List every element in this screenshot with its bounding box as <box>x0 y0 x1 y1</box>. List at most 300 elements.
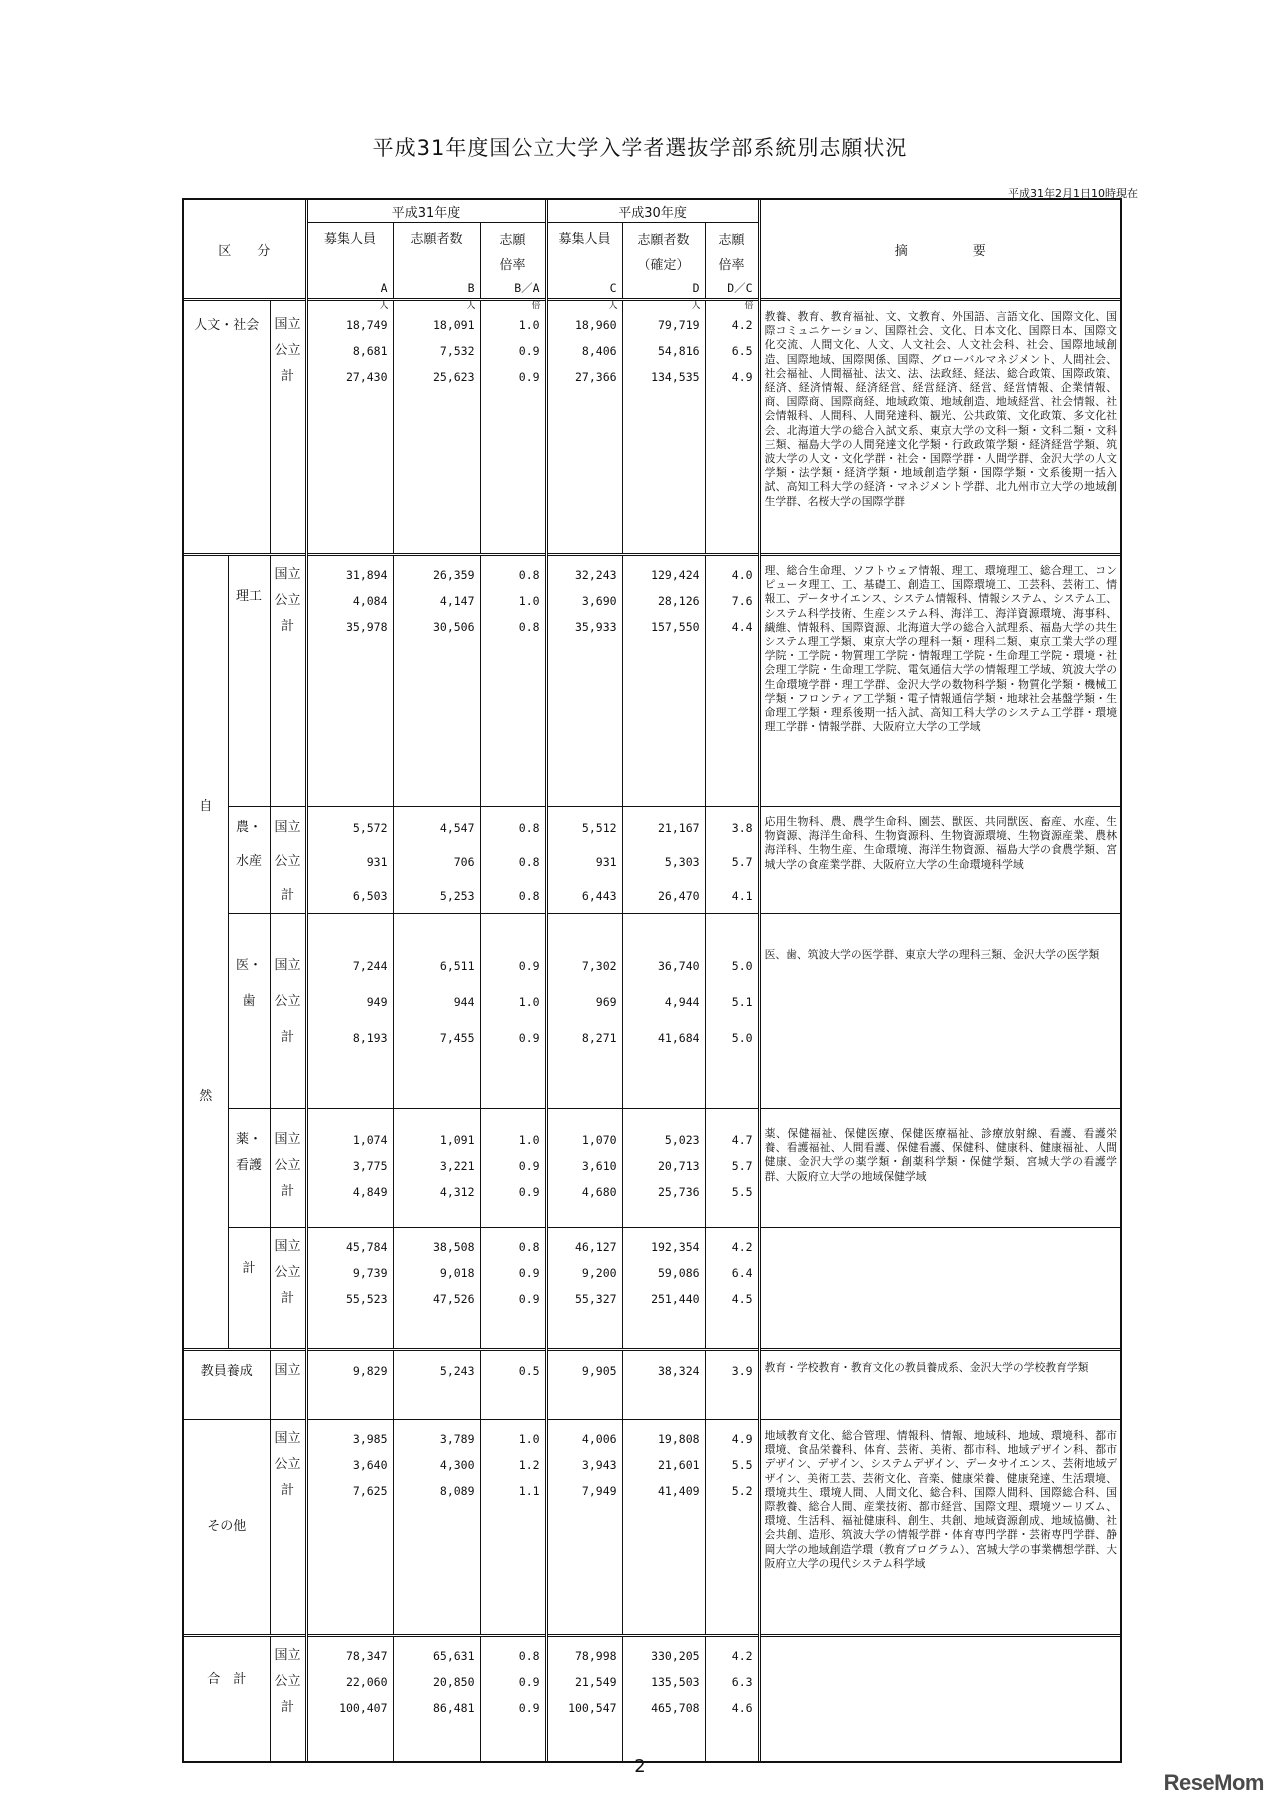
group-name: 理工 <box>228 555 270 807</box>
cell-a: 7,244 <box>352 959 388 973</box>
col-c <box>546 300 622 555</box>
cell-c: 7,302 <box>581 959 617 973</box>
kubun-header: 区 分 <box>184 200 306 300</box>
cell-dc: 5.0 <box>731 959 753 973</box>
h30-header: 平成30年度 <box>546 200 759 223</box>
cell-c: 6,443 <box>581 889 617 903</box>
cell-c: 931 <box>595 855 617 869</box>
col-ba <box>480 1420 546 1636</box>
cell-d: 25,736 <box>658 1185 700 1199</box>
cell-c: 5,512 <box>581 821 617 835</box>
summary-text: 教養、教育、教育福祉、文、文教育、外国語、言語文化、国際文化、国際コミュニケーション、国際社会、文化、日本文化、国際日本、国際文化交流、人間文化、人文、人文社会、人文社会科、社会、国際地域創造、国際地域、国際関係、国際、グローバルマネジメント、人間社会、社会福祉、人間福祉、法文、法、法政経、経法、総合政策、国際政策、経済、経済情報、経済経営、経営経済、経営、経営情報、企業情報、商、国際商、国際商経、地域政策、地域創造、地域経営、社会情報、社会情報科、人間科、人間発達科、観光、公共政策、文化政策、多文化社会、北海道大学の総合入試文系、東京大学の文科一類・文科二類・文科三類、福島大学の人間発達文化学類・行政政策学類・経済経営学類、筑波大学の人文・文化学群・社会・国際学群・人間学群、金沢大学の人文学類・法学類・経済学類・地域創造学類・国際学類・文系後期一括入試、高知工科大学の経済・マネジメント学群、北九州市立大学の地域創生学群、名桜大学の国際学群 <box>759 300 1120 555</box>
type-labels <box>270 555 306 807</box>
type-labels <box>270 1636 306 1762</box>
cell-a: 931 <box>366 855 388 869</box>
cell-dc: 4.2 <box>731 1649 753 1663</box>
cell-d: 330,205 <box>651 1649 700 1663</box>
col-b <box>393 555 480 807</box>
cell-c: 35,933 <box>575 620 617 634</box>
cell-dc: 5.2 <box>731 1484 753 1498</box>
col-dc <box>705 1350 759 1420</box>
cell-ba: 0.9 <box>518 1159 540 1173</box>
cell-c: 7,949 <box>581 1484 617 1498</box>
ratio-label-1-30: 志願 <box>718 233 745 248</box>
type-kokuritsu: 国立 <box>274 1648 301 1663</box>
cell-b: 30,506 <box>432 620 475 634</box>
group-nou <box>184 807 1120 914</box>
cell-c: 55,327 <box>575 1292 617 1306</box>
cell-d: 157,550 <box>651 620 700 634</box>
cell-dc: 3.9 <box>731 1364 753 1378</box>
cell-c: 4,006 <box>581 1432 617 1446</box>
cell-c: 969 <box>595 995 617 1009</box>
cell-b: 26,359 <box>432 568 475 582</box>
cell-ba: 0.9 <box>518 1266 540 1280</box>
cell-a: 7,625 <box>352 1484 388 1498</box>
col-b <box>393 1350 480 1420</box>
cell-ba: 0.5 <box>518 1364 540 1378</box>
cell-ba: 0.9 <box>518 370 540 384</box>
cell-ba: 0.8 <box>518 855 540 869</box>
type-kokuritsu: 国立 <box>274 1132 301 1147</box>
cell-a: 45,784 <box>345 1240 388 1254</box>
cell-ba: 1.0 <box>518 1432 540 1446</box>
resemom-logo: ReseMom <box>1163 1770 1264 1795</box>
applicants-header-31: 志願者数 <box>393 223 480 279</box>
col-ba <box>480 555 546 807</box>
cell-a: 55,523 <box>345 1292 388 1306</box>
group-name <box>228 807 270 914</box>
cell-ba: 1.1 <box>518 1484 540 1498</box>
type-kouritsu: 公立 <box>274 854 301 869</box>
cell-d: 5,023 <box>664 1133 700 1147</box>
type-kei: 計 <box>281 1483 295 1498</box>
kakutei-label: （確定） <box>637 258 690 273</box>
col-a <box>306 300 393 555</box>
col-b-label: B <box>393 278 480 300</box>
cell-a: 18,749 <box>345 318 388 332</box>
type-labels <box>270 914 306 1109</box>
col-dc-label: D／C <box>705 278 759 300</box>
col-ba-label: B／A <box>480 278 546 300</box>
group-name-line2: 水産 <box>235 854 262 869</box>
summary-text: 地域教育文化、総合管理、情報科、情報、地域科、地域、環境科、都市環境、食品栄養科、体育、芸術、美術、都市科、地域デザイン科、都市デザイン、デザイン、システムデザイン、データサイエンス、芸術地域デザイン、美術工芸、芸術文化、音楽、健康栄養、健康発達、生活環境、環境共生、環境人間、人間文化、総合科、国際人間科、国際総合科、国際教養、総合人間、産業技術、都市経営、国際文理、環境ツーリズム、環境、生活科、福祉健康科、創生、共創、地域資源創成、地域協働、社会共創、造形、筑波大学の情報学群・体育専門学群・芸術専門学群、静岡大学の地域創造学環（教育プログラム）、宮城大学の事業構想学群、大阪府立大学の現代システム科学域 <box>759 1420 1120 1636</box>
cell-dc: 4.9 <box>731 370 753 384</box>
cell-b: 18,091 <box>432 318 475 332</box>
header-row-top <box>184 200 1120 223</box>
col-c <box>546 1109 622 1228</box>
cell-d: 38,324 <box>658 1364 700 1378</box>
type-kei: 計 <box>281 369 295 384</box>
cell-b: 9,018 <box>439 1266 475 1280</box>
group-kyouin <box>184 1350 1120 1420</box>
cell-a: 3,775 <box>352 1159 388 1173</box>
cell-d: 135,503 <box>651 1675 700 1689</box>
cell-dc: 6.4 <box>731 1266 753 1280</box>
cell-a: 6,503 <box>352 889 388 903</box>
cell-ba: 1.0 <box>518 594 540 608</box>
cell-ba: 0.8 <box>518 568 540 582</box>
cell-b: 5,243 <box>439 1364 475 1378</box>
summary-text: 理、総合生命理、ソフトウェア情報、理工、環境理工、総合理工、コンピュータ理工、工、基礎工、創造工、国際環境工、工芸科、芸術工、情報工、データサイエンス、システム情報科、情報システム、システム工、システム科学技術、生産システム科、海洋工、海洋資源環境、海事科、繊維、情報科、国際資源、北海道大学の総合入試理系、福島大学の共生システム理工学類、東京大学の理科一類・理科二類、東京工業大学の理学院・工学院・物質理工学院・情報理工学院・生命理工学院・環境・社会理工学院・生命理工学院、電気通信大学の情報理工学域、筑波大学の生命環境学群・理工学群、金沢大学の数物科学類・物質化学類・機械工学類・フロンティア工学類・電子情報通信学類・地球社会基盤学類・生命理工学類・理系後期一括入試、高知工科大学のシステム工学群・環境理工学群・情報学群、大阪府立大学の工学域 <box>759 555 1120 807</box>
cell-b: 4,147 <box>439 594 475 608</box>
as-of-date: 平成31年2月1日10時現在 <box>1008 187 1138 200</box>
cell-ba: 0.8 <box>518 1240 540 1254</box>
type-kei: 計 <box>281 1700 295 1715</box>
cell-b: 5,253 <box>439 889 475 903</box>
col-b <box>393 1636 480 1762</box>
type-kokuritsu: 国立 <box>274 820 301 835</box>
cell-b: 3,789 <box>439 1432 475 1446</box>
cell-a: 8,193 <box>352 1031 388 1045</box>
cell-ba: 0.8 <box>518 889 540 903</box>
cell-ba: 0.8 <box>518 821 540 835</box>
cell-b: 8,089 <box>439 1484 475 1498</box>
applicants-header-30 <box>622 223 705 279</box>
type-kouritsu: 公立 <box>274 343 301 358</box>
summary-text <box>759 1228 1120 1350</box>
cell-b: 4,547 <box>439 821 475 835</box>
cell-b: 706 <box>453 855 475 869</box>
col-a <box>306 1228 393 1350</box>
col-a <box>306 914 393 1109</box>
cell-b: 47,526 <box>432 1292 475 1306</box>
group-name: 合 計 <box>207 1672 247 1687</box>
page-title: 平成31年度国公立大学入学者選抜学部系統別志願状況 <box>372 136 908 160</box>
col-c <box>546 1420 622 1636</box>
group-rikou <box>184 555 1120 807</box>
group-name <box>228 1109 270 1228</box>
recruit-header-31: 募集人員 <box>306 223 393 279</box>
cell-ba: 1.0 <box>518 1133 540 1147</box>
cell-a: 35,978 <box>345 620 388 634</box>
cell-ba: 0.8 <box>518 1649 540 1663</box>
type-kokuritsu: 国立 <box>274 1239 301 1254</box>
col-b <box>393 300 480 555</box>
cell-a: 4,849 <box>352 1185 388 1199</box>
shizen-label <box>184 555 228 1350</box>
col-d <box>622 1350 705 1420</box>
cell-a: 9,829 <box>352 1364 388 1378</box>
applicants-label-30: 志願者数 <box>637 233 690 248</box>
cell-b: 38,508 <box>432 1240 475 1254</box>
cell-c: 9,905 <box>581 1364 617 1378</box>
cell-d: 134,535 <box>651 370 700 384</box>
cell-dc: 5.5 <box>731 1185 753 1199</box>
unit-times: 倍 <box>744 301 754 311</box>
group-name: 計 <box>228 1228 270 1350</box>
col-c <box>546 1350 622 1420</box>
group-name-line1: 農・ <box>235 820 262 835</box>
cell-a: 4,084 <box>352 594 388 608</box>
cell-d: 41,684 <box>658 1031 700 1045</box>
cell-dc: 5.0 <box>731 1031 753 1045</box>
cell-d: 192,354 <box>651 1240 700 1254</box>
group-name <box>228 914 270 1109</box>
summary-text: 教育・学校教育・教育文化の教員養成系、金沢大学の学校教育学類 <box>759 1350 1120 1420</box>
cell-d: 26,470 <box>658 889 700 903</box>
cell-d: 59,086 <box>658 1266 700 1280</box>
cell-dc: 4.5 <box>731 1292 753 1306</box>
group-name: 人文・社会 <box>194 318 260 333</box>
type-labels <box>270 807 306 914</box>
col-dc <box>705 807 759 914</box>
unit-person: 人 <box>379 301 389 311</box>
col-b <box>393 1420 480 1636</box>
cell-dc: 4.4 <box>731 620 753 634</box>
col-d <box>622 914 705 1109</box>
col-dc <box>705 300 759 555</box>
col-ba <box>480 1228 546 1350</box>
cell-b: 6,511 <box>439 959 475 973</box>
col-ba <box>480 914 546 1109</box>
cell-a: 949 <box>366 995 388 1009</box>
cell-b: 3,221 <box>439 1159 475 1173</box>
cell-c: 9,200 <box>581 1266 617 1280</box>
col-a <box>306 1420 393 1636</box>
col-d <box>622 555 705 807</box>
cell-d: 79,719 <box>658 318 700 332</box>
type-kokuritsu: 国立 <box>274 1431 301 1446</box>
cell-d: 129,424 <box>651 568 700 582</box>
cell-a: 27,430 <box>345 370 388 384</box>
cell-a: 78,347 <box>345 1649 388 1663</box>
group-yaku <box>184 1109 1120 1228</box>
cell-ba: 1.2 <box>518 1458 540 1472</box>
col-c <box>546 914 622 1109</box>
type-kei: 計 <box>281 1030 295 1045</box>
cell-a: 31,894 <box>345 568 388 582</box>
cell-dc: 5.7 <box>731 855 753 869</box>
summary-text: 薬、保健福祉、保健医療、保健医療福祉、診療放射線、看護、看護栄養、看護福祉、人間看護、保健看護、保健科、健康科、健康福祉、人間健康、金沢大学の薬学類・創薬科学類・保健学類、宮城大学の看護学群、大阪府立大学の地域保健学域 <box>759 1109 1120 1228</box>
col-dc <box>705 1420 759 1636</box>
cell-b: 65,631 <box>432 1649 475 1663</box>
type-kokuritsu: 国立 <box>274 958 301 973</box>
group-name-line1: 医・ <box>235 958 262 973</box>
cell-a: 8,681 <box>352 344 388 358</box>
col-d <box>622 1109 705 1228</box>
type-labels <box>270 1228 306 1350</box>
cell-b: 7,455 <box>439 1031 475 1045</box>
cell-d: 4,944 <box>664 995 700 1009</box>
col-d <box>622 1636 705 1762</box>
unit-person: 人 <box>466 301 476 311</box>
cell-d: 21,601 <box>658 1458 700 1472</box>
ratio-label-1: 志願 <box>499 233 526 248</box>
cell-c: 78,998 <box>575 1649 617 1663</box>
cell-dc: 4.2 <box>731 318 753 332</box>
col-a <box>306 1109 393 1228</box>
page-number: 2 <box>634 1756 646 1777</box>
cell-dc: 6.3 <box>731 1675 753 1689</box>
cell-ba: 0.9 <box>518 959 540 973</box>
cell-a: 3,985 <box>352 1432 388 1446</box>
cell-ba: 0.9 <box>518 1701 540 1715</box>
type-labels <box>270 300 306 555</box>
cell-d: 251,440 <box>651 1292 700 1306</box>
summary-text <box>759 1636 1120 1762</box>
cell-dc: 4.0 <box>731 568 753 582</box>
col-c-label: C <box>546 278 622 300</box>
cell-d: 54,816 <box>658 344 700 358</box>
ratio-header-30 <box>705 223 759 279</box>
col-b <box>393 1228 480 1350</box>
unit-times: 倍 <box>531 301 541 311</box>
cell-b: 25,623 <box>432 370 475 384</box>
cell-a: 3,640 <box>352 1458 388 1472</box>
type-kouritsu: 公立 <box>274 994 301 1009</box>
cell-c: 21,549 <box>575 1675 617 1689</box>
cell-dc: 4.6 <box>731 1701 753 1715</box>
cell-c: 4,680 <box>581 1185 617 1199</box>
cell-c: 32,243 <box>575 568 617 582</box>
group-name-line2: 歯 <box>242 994 256 1009</box>
cell-c: 3,610 <box>581 1159 617 1173</box>
cell-ba: 0.9 <box>518 1675 540 1689</box>
cell-c: 3,690 <box>581 594 617 608</box>
cell-a: 5,572 <box>352 821 388 835</box>
cell-ba: 1.0 <box>518 995 540 1009</box>
col-d-label: D <box>622 278 705 300</box>
cell-c: 18,960 <box>575 318 617 332</box>
cell-dc: 5.7 <box>731 1159 753 1173</box>
col-b <box>393 914 480 1109</box>
type-kei: 計 <box>281 888 295 903</box>
cell-ba: 0.9 <box>518 1292 540 1306</box>
recruit-header-30: 募集人員 <box>546 223 622 279</box>
group-ishi <box>184 914 1120 1109</box>
col-dc <box>705 1228 759 1350</box>
col-c <box>546 555 622 807</box>
type-kei: 計 <box>281 619 295 634</box>
group-shizen-total <box>184 1228 1120 1350</box>
cell-d: 28,126 <box>658 594 700 608</box>
summary-text: 医、歯、筑波大学の医学群、東京大学の理科三類、金沢大学の医学類 <box>759 914 1120 1109</box>
cell-dc: 4.2 <box>731 1240 753 1254</box>
shizen-char-2: 然 <box>199 1089 213 1104</box>
cell-a: 9,739 <box>352 1266 388 1280</box>
col-ba <box>480 1109 546 1228</box>
group-jinbun <box>184 300 1120 555</box>
col-d <box>622 300 705 555</box>
cell-b: 944 <box>453 995 475 1009</box>
cell-ba: 0.9 <box>518 1185 540 1199</box>
cell-d: 36,740 <box>658 959 700 973</box>
col-d <box>622 1420 705 1636</box>
cell-d: 21,167 <box>658 821 700 835</box>
group-name-line1: 薬・ <box>235 1132 262 1147</box>
cell-a: 100,407 <box>339 1701 388 1715</box>
type-kouritsu: 公立 <box>274 593 301 608</box>
col-ba <box>480 1350 546 1420</box>
col-c <box>546 1636 622 1762</box>
cell-dc: 4.9 <box>731 1432 753 1446</box>
cell-c: 100,547 <box>568 1701 617 1715</box>
summary-text: 応用生物科、農、農学生命科、園芸、獣医、共同獣医、畜産、水産、生物資源、海洋生命科、生物資源科、生物資源環境、生物資源産業、農林海洋科、生物生産、生命環境、海洋生物資源、福島大学の食農学類、宮城大学の食産業学群、大阪府立大学の生命環境科学域 <box>759 807 1120 914</box>
cell-d: 41,409 <box>658 1484 700 1498</box>
cell-a: 22,060 <box>345 1675 388 1689</box>
cell-c: 46,127 <box>575 1240 617 1254</box>
col-a <box>306 807 393 914</box>
group-name: その他 <box>207 1519 247 1534</box>
ratio-label-2: 倍率 <box>499 258 526 273</box>
cell-c: 27,366 <box>575 370 617 384</box>
h31-header: 平成31年度 <box>306 200 546 223</box>
type-labels <box>270 1350 306 1420</box>
cell-a: 1,074 <box>352 1133 388 1147</box>
col-ba <box>480 300 546 555</box>
col-a <box>306 1350 393 1420</box>
group-name: 教員養成 <box>200 1364 253 1379</box>
cell-b: 20,850 <box>432 1675 475 1689</box>
cell-dc: 6.5 <box>731 344 753 358</box>
col-c <box>546 1228 622 1350</box>
summary-header: 摘 要 <box>759 200 1120 300</box>
type-kokuritsu: 国立 <box>274 317 301 332</box>
group-total <box>184 1636 1120 1762</box>
applicants-table <box>184 200 1120 1761</box>
col-b <box>393 1109 480 1228</box>
cell-c: 8,271 <box>581 1031 617 1045</box>
cell-d: 465,708 <box>651 1701 700 1715</box>
unit-person: 人 <box>691 301 701 311</box>
col-ba <box>480 807 546 914</box>
cell-d: 20,713 <box>658 1159 700 1173</box>
cell-dc: 5.5 <box>731 1458 753 1472</box>
col-dc <box>705 1636 759 1762</box>
cell-ba: 0.8 <box>518 620 540 634</box>
type-kei: 計 <box>281 1184 295 1199</box>
cell-dc: 5.1 <box>731 995 753 1009</box>
type-kouritsu: 公立 <box>274 1674 301 1689</box>
cell-b: 1,091 <box>439 1133 475 1147</box>
col-dc <box>705 1109 759 1228</box>
cell-ba: 0.9 <box>518 1031 540 1045</box>
col-b <box>393 807 480 914</box>
type-kokuritsu: 国立 <box>274 1363 301 1378</box>
cell-dc: 7.6 <box>731 594 753 608</box>
cell-d: 19,808 <box>658 1432 700 1446</box>
col-a <box>306 1636 393 1762</box>
cell-b: 4,312 <box>439 1185 475 1199</box>
cell-c: 3,943 <box>581 1458 617 1472</box>
cell-ba: 1.0 <box>518 318 540 332</box>
cell-d: 5,303 <box>664 855 700 869</box>
col-dc <box>705 914 759 1109</box>
type-kei: 計 <box>281 1291 295 1306</box>
col-ba <box>480 1636 546 1762</box>
col-dc <box>705 555 759 807</box>
type-kouritsu: 公立 <box>274 1158 301 1173</box>
cell-c: 1,070 <box>581 1133 617 1147</box>
unit-person: 人 <box>608 301 618 311</box>
ratio-header-31 <box>480 223 546 279</box>
shizen-char-1: 自 <box>199 799 213 814</box>
type-kokuritsu: 国立 <box>274 567 301 582</box>
cell-dc: 4.7 <box>731 1133 753 1147</box>
group-name-line2: 看護 <box>235 1158 262 1173</box>
col-c <box>546 807 622 914</box>
cell-dc: 4.1 <box>731 889 753 903</box>
type-kouritsu: 公立 <box>274 1265 301 1280</box>
col-a <box>306 555 393 807</box>
cell-c: 8,406 <box>581 344 617 358</box>
ratio-label-2-30: 倍率 <box>718 258 745 273</box>
col-a-label: A <box>306 278 393 300</box>
cell-b: 7,532 <box>439 344 475 358</box>
type-labels <box>270 1109 306 1228</box>
group-sonota <box>184 1420 1120 1636</box>
